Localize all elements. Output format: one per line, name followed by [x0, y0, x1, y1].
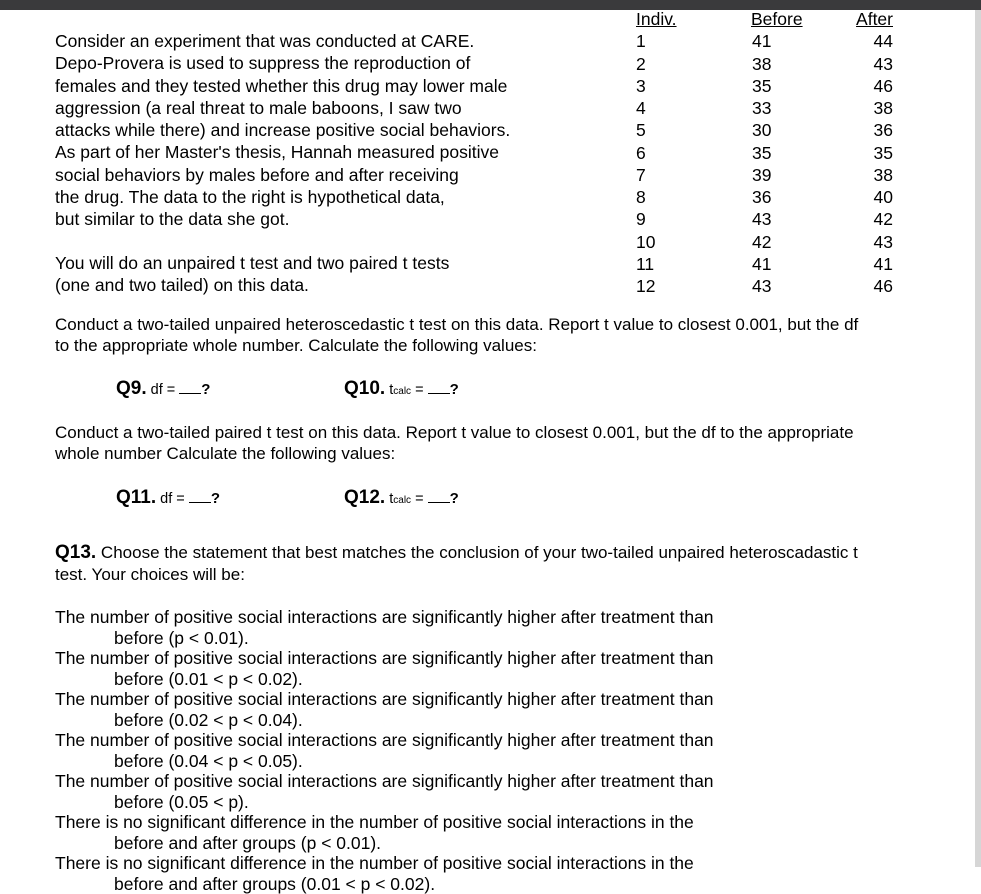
before-cell: 33 — [751, 97, 811, 119]
after-cell: 41 — [850, 253, 893, 275]
intro-line: As part of her Master's thesis, Hannah measured positive — [55, 141, 615, 163]
q12-subscript: calc — [393, 495, 411, 506]
before-cell: 36 — [751, 186, 811, 208]
before-column — [751, 8, 811, 297]
q13-line-1 — [55, 542, 935, 564]
q13-question — [55, 542, 935, 586]
q10-eq: = — [411, 382, 428, 398]
choice-line-1: The number of positive social interactions are significantly higher after treatment than — [55, 771, 755, 792]
q11-text: df = — [156, 491, 189, 507]
choice-item[interactable] — [55, 730, 755, 771]
before-cell: 39 — [751, 164, 811, 186]
intro-line: Consider an experiment that was conducted at CARE. — [55, 30, 615, 52]
q10-label: Q10. — [344, 378, 385, 399]
choice-line-2: before (0.04 < p < 0.05). — [55, 751, 755, 772]
q11-label: Q11. — [116, 487, 156, 508]
q9-qmark: ? — [201, 381, 210, 398]
q10-subscript: calc — [393, 386, 411, 397]
after-cell: 35 — [850, 142, 893, 164]
q12-label: Q12. — [344, 487, 385, 508]
q13-label: Q13. — [55, 542, 96, 563]
indiv-cell: 8 — [636, 186, 686, 208]
indiv-cell: 7 — [636, 164, 686, 186]
unpaired-instructions — [55, 315, 858, 356]
instruction-line: (one and two tailed) on this data. — [55, 274, 449, 296]
indiv-column — [636, 8, 686, 297]
indiv-cell: 1 — [636, 30, 686, 52]
paired-line: Conduct a two-tailed paired t test on this data. Report t value to closest 0.001, but the df to the appropriate — [55, 423, 854, 444]
unpaired-line: to the appropriate whole number. Calculate the following values: — [55, 336, 858, 357]
choice-item[interactable] — [55, 771, 755, 812]
q11-answer-blank[interactable] — [189, 488, 211, 503]
paired-line: whole number Calculate the following values: — [55, 444, 854, 465]
document-page — [0, 10, 975, 867]
intro-line: females and they tested whether this drug may lower male — [55, 75, 615, 97]
q9-question — [116, 378, 210, 401]
q9-answer-blank[interactable] — [179, 379, 201, 394]
choice-line-1: The number of positive social interactions are significantly higher after treatment than — [55, 730, 755, 751]
after-cell: 38 — [850, 97, 893, 119]
choice-line-2: before (0.05 < p). — [55, 792, 755, 813]
q12-question — [344, 487, 459, 512]
q10-text: t — [385, 382, 393, 398]
before-cell: 43 — [751, 208, 811, 230]
indiv-cell: 9 — [636, 208, 686, 230]
test-instructions — [55, 252, 449, 297]
before-cell: 41 — [751, 253, 811, 275]
before-cell: 43 — [751, 275, 811, 297]
after-cell: 36 — [850, 119, 893, 141]
intro-line: but similar to the data she got. — [55, 208, 615, 230]
choice-line-1: The number of positive social interactions are significantly higher after treatment than — [55, 607, 755, 628]
choice-line-2: before (p < 0.01). — [55, 628, 755, 649]
q12-answer-blank[interactable] — [428, 488, 450, 503]
after-cell: 44 — [850, 30, 893, 52]
choice-line-1: The number of positive social interactions are significantly higher after treatment than — [55, 648, 755, 669]
instruction-line: You will do an unpaired t test and two paired t tests — [55, 252, 449, 274]
paired-instructions — [55, 423, 854, 464]
q13-text: Choose the statement that best matches the conclusion of your two-tailed unpaired heteroscadastic t — [96, 543, 858, 562]
indiv-cell: 10 — [636, 231, 686, 253]
intro-paragraph — [55, 30, 615, 231]
indiv-cell: 11 — [636, 253, 686, 275]
after-cell: 46 — [850, 275, 893, 297]
intro-line: Depo-Provera is used to suppress the reproduction of — [55, 52, 615, 74]
before-header: Before — [751, 8, 811, 30]
q13-line-2: test. Your choices will be: — [55, 564, 935, 586]
intro-line: aggression (a real threat to male baboons, I saw two — [55, 97, 615, 119]
after-cell: 43 — [850, 53, 893, 75]
choice-item[interactable] — [55, 853, 755, 894]
choice-line-2: before (0.01 < p < 0.02). — [55, 669, 755, 690]
before-cell: 30 — [751, 119, 811, 141]
intro-line: social behaviors by males before and after receiving — [55, 164, 615, 186]
after-cell: 46 — [850, 75, 893, 97]
before-cell: 38 — [751, 53, 811, 75]
indiv-header: Indiv. — [636, 8, 686, 30]
choice-line-1: The number of positive social interactions are significantly higher after treatment than — [55, 689, 755, 710]
after-cell: 42 — [850, 208, 893, 230]
answer-choices — [55, 607, 755, 894]
q10-question — [344, 378, 459, 403]
q12-qmark: ? — [450, 490, 459, 507]
indiv-cell: 2 — [636, 53, 686, 75]
q11-qmark: ? — [211, 490, 220, 507]
before-cell: 35 — [751, 75, 811, 97]
after-cell: 43 — [850, 231, 893, 253]
intro-line: attacks while there) and increase positive social behaviors. — [55, 119, 615, 141]
after-cell: 40 — [850, 186, 893, 208]
choice-item[interactable] — [55, 689, 755, 730]
unpaired-line: Conduct a two-tailed unpaired heteroscedastic t test on this data. Report t value to closest 0.001, but the df — [55, 315, 858, 336]
q10-answer-blank[interactable] — [428, 379, 450, 394]
choice-line-2: before (0.02 < p < 0.04). — [55, 710, 755, 731]
intro-line: the drug. The data to the right is hypothetical data, — [55, 186, 615, 208]
q12-text: t — [385, 491, 393, 507]
viewer-top-bar — [0, 0, 981, 10]
after-header: After — [850, 8, 893, 30]
before-cell: 42 — [751, 231, 811, 253]
indiv-cell: 6 — [636, 142, 686, 164]
q9-label: Q9. — [116, 378, 147, 399]
before-cell: 35 — [751, 142, 811, 164]
indiv-cell: 5 — [636, 119, 686, 141]
after-cell: 38 — [850, 164, 893, 186]
after-column — [850, 8, 893, 297]
choice-line-2: before and after groups (0.01 < p < 0.02). — [55, 874, 755, 894]
q12-eq: = — [411, 491, 428, 507]
choice-item[interactable] — [55, 648, 755, 689]
q10-qmark: ? — [450, 381, 459, 398]
q9-text: df = — [147, 382, 180, 398]
q11-question — [116, 487, 220, 510]
before-cell: 41 — [751, 30, 811, 52]
indiv-cell: 3 — [636, 75, 686, 97]
indiv-cell: 12 — [636, 275, 686, 297]
viewer-scroll-gutter[interactable] — [975, 10, 981, 867]
choice-line-2: before and after groups (p < 0.01). — [55, 833, 755, 854]
indiv-cell: 4 — [636, 97, 686, 119]
choice-line-1: There is no significant difference in the number of positive social interactions in the — [55, 812, 755, 833]
choice-item[interactable] — [55, 812, 755, 853]
choice-item[interactable] — [55, 607, 755, 648]
choice-line-1: There is no significant difference in the number of positive social interactions in the — [55, 853, 755, 874]
